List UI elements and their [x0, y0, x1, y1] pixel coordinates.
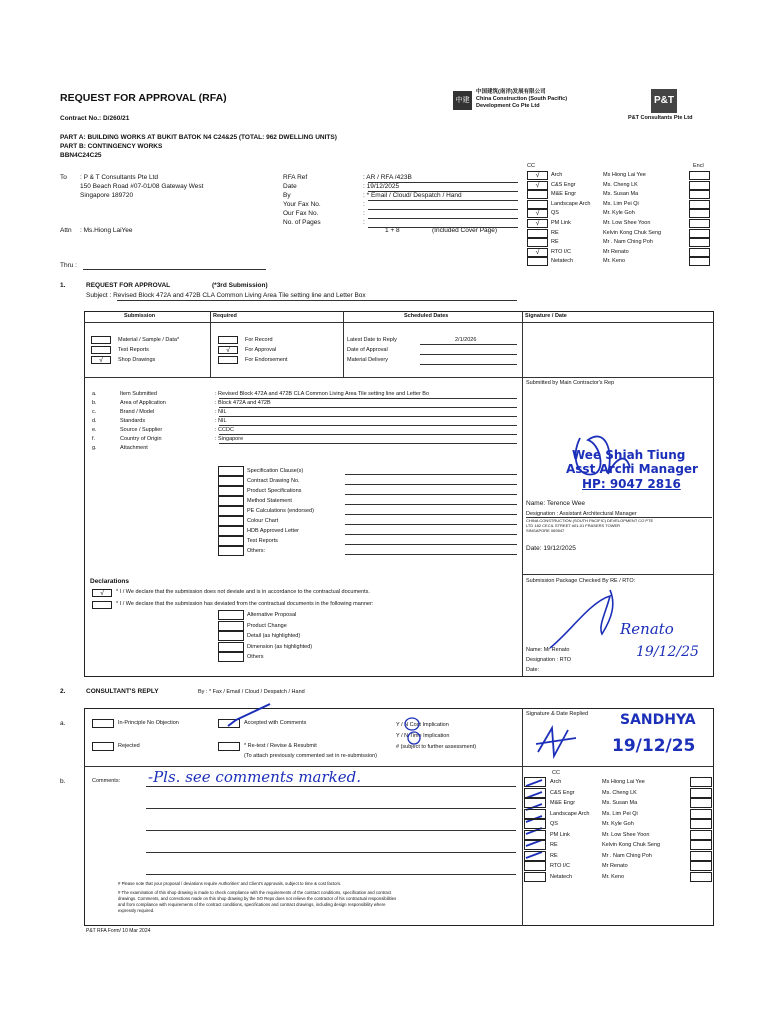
item-value: : NIL [215, 418, 227, 424]
attachment-label: PE Calculations (endorsed) [247, 508, 314, 514]
contractor-rep-label: Submitted by Main Contractor's Rep [526, 380, 615, 386]
thru-label: Thru : [60, 262, 77, 269]
cc-name: Mr. Keno [603, 258, 626, 265]
rfa-field-underline [368, 200, 518, 201]
rto-signature-name: Renato [620, 620, 674, 638]
company-en-2: Development Co Pte Ltd [476, 103, 540, 109]
deviation-label: Product Change [247, 622, 287, 629]
comments-handwritten: -Pls. see comments marked. [148, 768, 361, 786]
subject-line: Subject : Revised Block 472A and 472B CLA Common Living Area Tile setting line and Letter Box [86, 292, 366, 299]
attachment-label: HDB Approved Letter [247, 528, 299, 534]
submission-label: Test Reports [118, 347, 149, 353]
reply-encl-checkbox[interactable] [690, 851, 712, 861]
reply-method: By : * Fax / Email / Cloud / Despatch / Hand [198, 689, 305, 695]
comments-label: Comments: [92, 778, 121, 784]
item-value: : Block 472A and 472B [215, 400, 271, 406]
item-key: a. [92, 391, 97, 397]
item-key: e. [92, 427, 97, 433]
contractor-name: Name: Terence Wee [526, 500, 586, 507]
reply-cc-name: Kelvin Kong Chuk Seng [602, 842, 661, 848]
rfa-field-underline [368, 209, 518, 210]
attachment-underline [345, 494, 517, 495]
encl-checkbox[interactable] [689, 209, 710, 218]
reply-cc-role: C&S Engr [550, 789, 575, 796]
submission-count: (*3rd Submission) [212, 282, 268, 289]
reply-encl-checkbox[interactable] [690, 872, 712, 882]
reply-cc-checkbox[interactable] [524, 809, 546, 819]
item-value: : Singapore [215, 436, 244, 442]
header-submission: Submission [124, 313, 156, 319]
attachment-checkbox[interactable] [218, 536, 244, 546]
to-line: Singapore 189720 [80, 192, 134, 199]
rfa-field-label: Your Fax No. [283, 201, 321, 208]
disclaimer-line: drawings. Comments, and corrections made on this shop drawing by the SO Reps does not relieve the contractor of his contractual responsibilities [118, 896, 397, 901]
cc-name: Ms. Susan Ma [603, 191, 639, 198]
reply-cc-name: Mr. Kyle Goh [602, 821, 634, 827]
cc-name: Ms. Cheng LK [603, 181, 638, 188]
reply-cc-name: Ms. Susan Ma [602, 800, 638, 806]
reply-cc-role: RTO I/C [550, 863, 570, 869]
deviation-label: Alternative Proposal [247, 612, 297, 618]
reply-a-label: a. [60, 720, 66, 727]
implication-circles [384, 712, 424, 748]
deviation-checkbox[interactable] [218, 610, 244, 620]
rfa-field-value: : * Email / Cloud/ Despatch / Hand [363, 192, 462, 199]
rfa-field-underline [368, 218, 518, 219]
header-signature-date: Signature / Date [525, 313, 567, 319]
signatory-title-stamp: Asst Archi Manager [566, 462, 698, 476]
rto-signature-date: 19/12/25 [636, 644, 699, 660]
rfa-field-label: Date [283, 183, 297, 190]
item-key: g. [92, 445, 97, 451]
reply-cc-name: Ms. Lim Pei Qi [602, 810, 638, 817]
section-2-number: 2. [60, 688, 66, 695]
reply-cc-checkbox[interactable] [524, 819, 546, 829]
required-label: For Record [245, 337, 273, 343]
item-underline [219, 434, 517, 435]
accepted-check-mark [224, 700, 274, 730]
reply-cc-role: Landscape Arch [550, 810, 590, 817]
reply-cc-checkbox[interactable] [524, 777, 546, 787]
reply-encl-checkbox[interactable] [690, 788, 712, 798]
reply-cc-name: Mr Renato [602, 863, 628, 869]
rfa-field-value: : 19/12/2025 [363, 183, 400, 190]
submission-checkbox[interactable]: √ [91, 356, 111, 364]
accepted-with-comments-label: Accepted with Comments [244, 720, 307, 726]
ref-code: BBN4C24C25 [60, 152, 102, 159]
scheduled-underline [420, 364, 517, 365]
contractor-signature [560, 408, 650, 498]
submission-label: Shop Drawings [118, 357, 156, 363]
reply-encl-checkbox[interactable] [690, 777, 712, 787]
signatory-phone-stamp: HP: 9047 2816 [582, 477, 681, 491]
section-2-title: CONSULTANT'S REPLY [86, 688, 159, 695]
encl-title: Encl [693, 163, 704, 169]
deviation-checkbox[interactable] [218, 642, 244, 652]
item-label: Standards [120, 418, 146, 424]
reply-b-label: b. [60, 778, 66, 785]
reply-cc-name: Ms Hiong Lai Yee [602, 779, 645, 785]
reply-cc-name: Mr. Low Shee Yoon [602, 831, 650, 838]
rfa-field-value: : AR / RFA /423B [363, 174, 412, 181]
encl-checkbox[interactable] [689, 238, 710, 247]
reply-encl-checkbox[interactable] [690, 809, 712, 819]
resubmit-label: * Re-test / Revise & Resubmit [244, 743, 317, 749]
reply-cc-role: PM Link [550, 831, 570, 838]
attachment-checkbox[interactable] [218, 496, 244, 506]
scheduled-label: Material Delivery [347, 357, 388, 363]
deviation-label: Others [247, 654, 264, 660]
attn-label: Attn [60, 227, 72, 234]
submission-checkbox[interactable] [91, 336, 111, 344]
attachment-checkbox[interactable] [218, 506, 244, 516]
pt-company-name: P&T Consultants Pte Ltd [628, 115, 693, 121]
contractor-designation: Designation : Assistant Architectural Manager [526, 511, 637, 517]
item-key: b. [92, 400, 97, 406]
attachment-underline [345, 474, 517, 475]
encl-checkbox[interactable] [689, 171, 710, 180]
rfa-field-label: RFA Ref [283, 174, 308, 181]
item-label: Attachment [120, 445, 148, 451]
required-label: For Endorsement [245, 357, 288, 363]
rto-date: Date: [526, 667, 540, 673]
item-underline [219, 416, 517, 417]
attn-value: : Ms.Hiong LaiYee [80, 227, 133, 234]
to-line: : P & T Consultants Pte Ltd [80, 174, 159, 181]
rto-designation: Designation : RTO [526, 657, 572, 663]
pt-logo: P&T [651, 89, 677, 113]
reply-signature-name: SANDHYA [620, 712, 696, 728]
attachment-underline [345, 534, 517, 535]
company-stamp-line: CHINA CONSTRUCTION (SOUTH PACIFIC) DEVELOPMENT CO PTE [526, 518, 654, 523]
disclaimer-line: and from compliance with requirements of the contract conditions, specifications and contract drawings, including design responsibility where [118, 902, 386, 907]
cc-role: RE [551, 229, 559, 236]
encl-checkbox[interactable] [689, 190, 710, 199]
cc-name: Mr. Low Shee Yoon [603, 220, 651, 226]
cc-checkbox[interactable]: √ [527, 181, 548, 190]
cc-name: Mr. Kyle Goh [603, 210, 635, 217]
contract-no: Contract No.: D/260/21 [60, 115, 130, 122]
item-key: c. [92, 409, 97, 415]
rfa-field-label: By [283, 192, 291, 199]
deviation-checkbox[interactable] [218, 631, 244, 641]
cc-role: RTO I/C [551, 248, 571, 255]
cc-role: Arch [551, 172, 563, 178]
rfa-field-underline [368, 227, 518, 228]
reply-encl-checkbox[interactable] [690, 840, 712, 850]
no-of-pages-value: 1 + 8 [385, 227, 400, 234]
contractor-date: Date: 19/12/2025 [526, 545, 576, 552]
declaration-2-text: * I / We declare that the submission has deviated from the contractual documents in the following manner: [116, 601, 374, 607]
reply-cc-name: Mr . Nam Ching Poh [602, 852, 652, 859]
section-1-number: 1. [60, 282, 66, 289]
reply-encl-checkbox[interactable] [690, 798, 712, 808]
attachment-checkbox[interactable] [218, 486, 244, 496]
attachment-underline [345, 504, 517, 505]
time-implication: Y / N Time Implication [396, 733, 450, 739]
signatory-name-stamp: Wee Shiah Tiung [572, 448, 686, 462]
cc-checkbox[interactable] [527, 238, 548, 247]
item-underline [219, 443, 517, 444]
disclaimer-line: # The examination of this shop drawing is made to check compliance with the requirements of the contract conditions, specification and contract [118, 890, 392, 895]
required-checkbox[interactable] [218, 356, 238, 364]
company-stamp-line: LTD 182 CECIL STREET #01-01 FRASERS TOWER [526, 523, 621, 528]
cc-role: QS [551, 210, 559, 217]
reply-cc-role: Netatech [550, 873, 573, 880]
rfa-field-value: : [363, 201, 365, 208]
item-underline [219, 425, 517, 426]
resubmit-checkbox[interactable] [218, 742, 240, 751]
declaration-2-checkbox[interactable] [92, 601, 112, 609]
scheduled-underline [420, 354, 517, 355]
declaration-1-text: * I / We declare that the submission does not deviate and is in accordance to the contractual documents. [116, 589, 370, 595]
cc-checkbox[interactable] [527, 229, 548, 238]
encl-checkbox[interactable] [689, 181, 710, 190]
declarations-title: Declarations [90, 578, 130, 585]
cc-name: Mr . Nam Ching Poh [603, 239, 653, 246]
reply-cc-checkbox[interactable] [524, 872, 546, 882]
attach-previous-note: (To attach previously commented set in re-submission) [244, 753, 377, 759]
deviation-label: Dimension (as highlighted) [247, 643, 313, 650]
attachment-label: Method Statement [247, 498, 292, 504]
pages-note: (Included Cover Page) [432, 227, 498, 234]
authorities-note: # Please note that your proposal / deviations require Authorities' and Client's approvals, subject to time & cost factors. [118, 881, 342, 886]
item-key: d. [92, 418, 97, 424]
cc-role: PM Link [551, 220, 571, 226]
to-label: To [60, 174, 67, 181]
attachment-underline [345, 554, 517, 555]
deviation-checkbox[interactable] [218, 652, 244, 662]
submission-label: Material / Sample / Data* [118, 337, 180, 343]
cc-checkbox[interactable] [527, 200, 548, 209]
reply-cc-checkbox[interactable] [524, 851, 546, 861]
deviation-checkbox[interactable] [218, 621, 244, 631]
section-1-title: REQUEST FOR APPROVAL [86, 282, 171, 289]
attachment-underline [345, 524, 517, 525]
required-label: For Approval [245, 347, 277, 353]
cc-title: CC [527, 163, 535, 169]
attachment-label: Product Specifications [247, 488, 302, 494]
company-cn: 中国建筑(南洋)发展有限公司 [476, 89, 546, 95]
part-b: PART B: CONTINGENCY WORKS [60, 143, 163, 150]
cc-checkbox[interactable] [527, 257, 548, 266]
company-stamp-line: SINGAPORE 069547 [526, 528, 565, 533]
encl-checkbox[interactable] [689, 200, 710, 209]
submission-checkbox[interactable] [91, 346, 111, 354]
rfa-field-label: Our Fax No. [283, 210, 319, 217]
reply-cc-checkbox[interactable] [524, 861, 546, 871]
required-checkbox[interactable]: √ [218, 346, 238, 354]
cc-checkbox[interactable]: √ [527, 219, 548, 228]
cc-role: Netatech [551, 258, 574, 265]
attachment-checkbox[interactable] [218, 476, 244, 486]
encl-checkbox[interactable] [689, 248, 710, 257]
reply-signature [532, 722, 582, 762]
attachment-label: Contract Drawing No. [247, 478, 300, 484]
item-value: : Revised Block 472A and 472B CLA Common Living Area Tile setting line and Letter Bo [215, 391, 430, 397]
no-objection-label: In-Principle No Objection [118, 720, 179, 726]
reply-encl-checkbox[interactable] [690, 861, 712, 871]
cc-checkbox[interactable]: √ [527, 248, 548, 257]
item-underline [219, 407, 517, 408]
item-label: Brand / Model [120, 409, 155, 415]
rfa-field-value: : [363, 210, 365, 217]
attachment-underline [345, 514, 517, 515]
reply-signature-date: 19/12/25 [612, 736, 696, 756]
reply-cc-name: Mr. Keno [602, 873, 625, 880]
cc-name: Kelvin Kong Chuk Seng [603, 229, 662, 236]
attachment-label: Others: [247, 548, 266, 554]
attachment-label: Test Reports [247, 538, 278, 544]
required-checkbox[interactable] [218, 336, 238, 344]
cc-checkbox[interactable]: √ [527, 171, 548, 180]
reply-cc-checkbox[interactable] [524, 830, 546, 840]
rto-check-label: Submission Package Checked By RE / RTO: [526, 578, 636, 584]
reply-cc-name: Ms. Cheng LK [602, 789, 637, 796]
rfa-field-label: No. of Pages [283, 219, 321, 226]
reply-encl-checkbox[interactable] [690, 830, 712, 840]
item-value: : CCDC [215, 427, 234, 433]
cc-role: M&E Engr [551, 191, 577, 198]
reply-cc-role: RE [550, 842, 558, 848]
attachment-checkbox[interactable] [218, 516, 244, 526]
item-underline [219, 398, 517, 399]
rejected-checkbox[interactable] [92, 742, 114, 751]
to-line: 150 Beach Road #07-01/08 Gateway West [80, 183, 204, 190]
cc-role: Landscape Arch [551, 200, 591, 207]
scheduled-value: 2/1/2026 [455, 337, 477, 343]
item-label: Item Submitted [120, 391, 157, 397]
no-objection-checkbox[interactable] [92, 719, 114, 728]
attachment-checkbox[interactable] [218, 466, 244, 476]
reply-cc-checkbox[interactable] [524, 840, 546, 850]
cc-name: Ms. Lim Pei Qi [603, 200, 639, 207]
signature-date-replied: Signature & Date Replied [526, 711, 589, 717]
cost-implication: Y / N Cost Implication [396, 722, 449, 728]
cc-name: Ms Hiong Lai Yee [603, 172, 646, 178]
cc-checkbox[interactable]: √ [527, 209, 548, 218]
attachment-checkbox[interactable] [218, 526, 244, 536]
declaration-1-checkbox[interactable]: √ [92, 589, 112, 597]
item-value: : NIL [215, 409, 227, 415]
scheduled-underline [420, 344, 517, 345]
item-label: Area of Application [120, 400, 166, 406]
reply-encl-checkbox[interactable] [690, 819, 712, 829]
reply-cc-checkbox[interactable] [524, 788, 546, 798]
reply-cc-role: QS [550, 821, 558, 827]
attachment-label: Colour Chart [247, 518, 279, 524]
item-key: f. [92, 436, 96, 442]
part-a: PART A: BUILDING WORKS AT BUKIT BATOK N4 C24&25 (TOTAL: 962 DWELLING UNITS) [60, 134, 337, 141]
item-label: Country of Origin [120, 436, 162, 442]
encl-checkbox[interactable] [689, 219, 710, 228]
form-footer: P&T RFA Form/ 10 Mar 2024 [86, 928, 151, 934]
china-construction-logo: 中建 [453, 91, 472, 110]
cc-name: Mr Renato [603, 248, 629, 255]
encl-checkbox[interactable] [689, 229, 710, 238]
rejected-label: Rejected [118, 743, 140, 749]
rfa-field-value: : [363, 219, 365, 226]
disclaimer-line: expressly required. [118, 908, 155, 913]
assessment-note: # (subject to further assessment) [396, 744, 477, 750]
company-en-1: China Construction (South Pacific) [476, 96, 568, 102]
header-required: Required [213, 313, 237, 319]
reply-cc-role: M&E Engr [550, 800, 576, 806]
encl-checkbox[interactable] [689, 257, 710, 266]
reply-cc-checkbox[interactable] [524, 798, 546, 808]
page-title: REQUEST FOR APPROVAL (RFA) [60, 92, 227, 104]
attachment-underline [345, 484, 517, 485]
cc-role: C&S Engr [551, 181, 576, 188]
reply-cc-role: RE [550, 852, 558, 859]
cc-checkbox[interactable] [527, 190, 548, 199]
scheduled-label: Date of Approval [347, 347, 388, 353]
scheduled-label: Latest Date to Reply [347, 337, 397, 343]
reply-cc-title: CC [552, 770, 560, 776]
attachment-underline [345, 544, 517, 545]
deviation-label: Detail (as highlighted) [247, 633, 301, 639]
header-scheduled-dates: Scheduled Dates [404, 313, 449, 319]
cc-role: RE [551, 239, 559, 246]
item-label: Source / Supplier [120, 427, 163, 433]
rto-name: Name: Mr Renato [526, 647, 570, 653]
attachment-checkbox[interactable] [218, 546, 244, 556]
attachment-label: Specification Clause(s) [247, 468, 304, 474]
reply-cc-role: Arch [550, 779, 562, 785]
